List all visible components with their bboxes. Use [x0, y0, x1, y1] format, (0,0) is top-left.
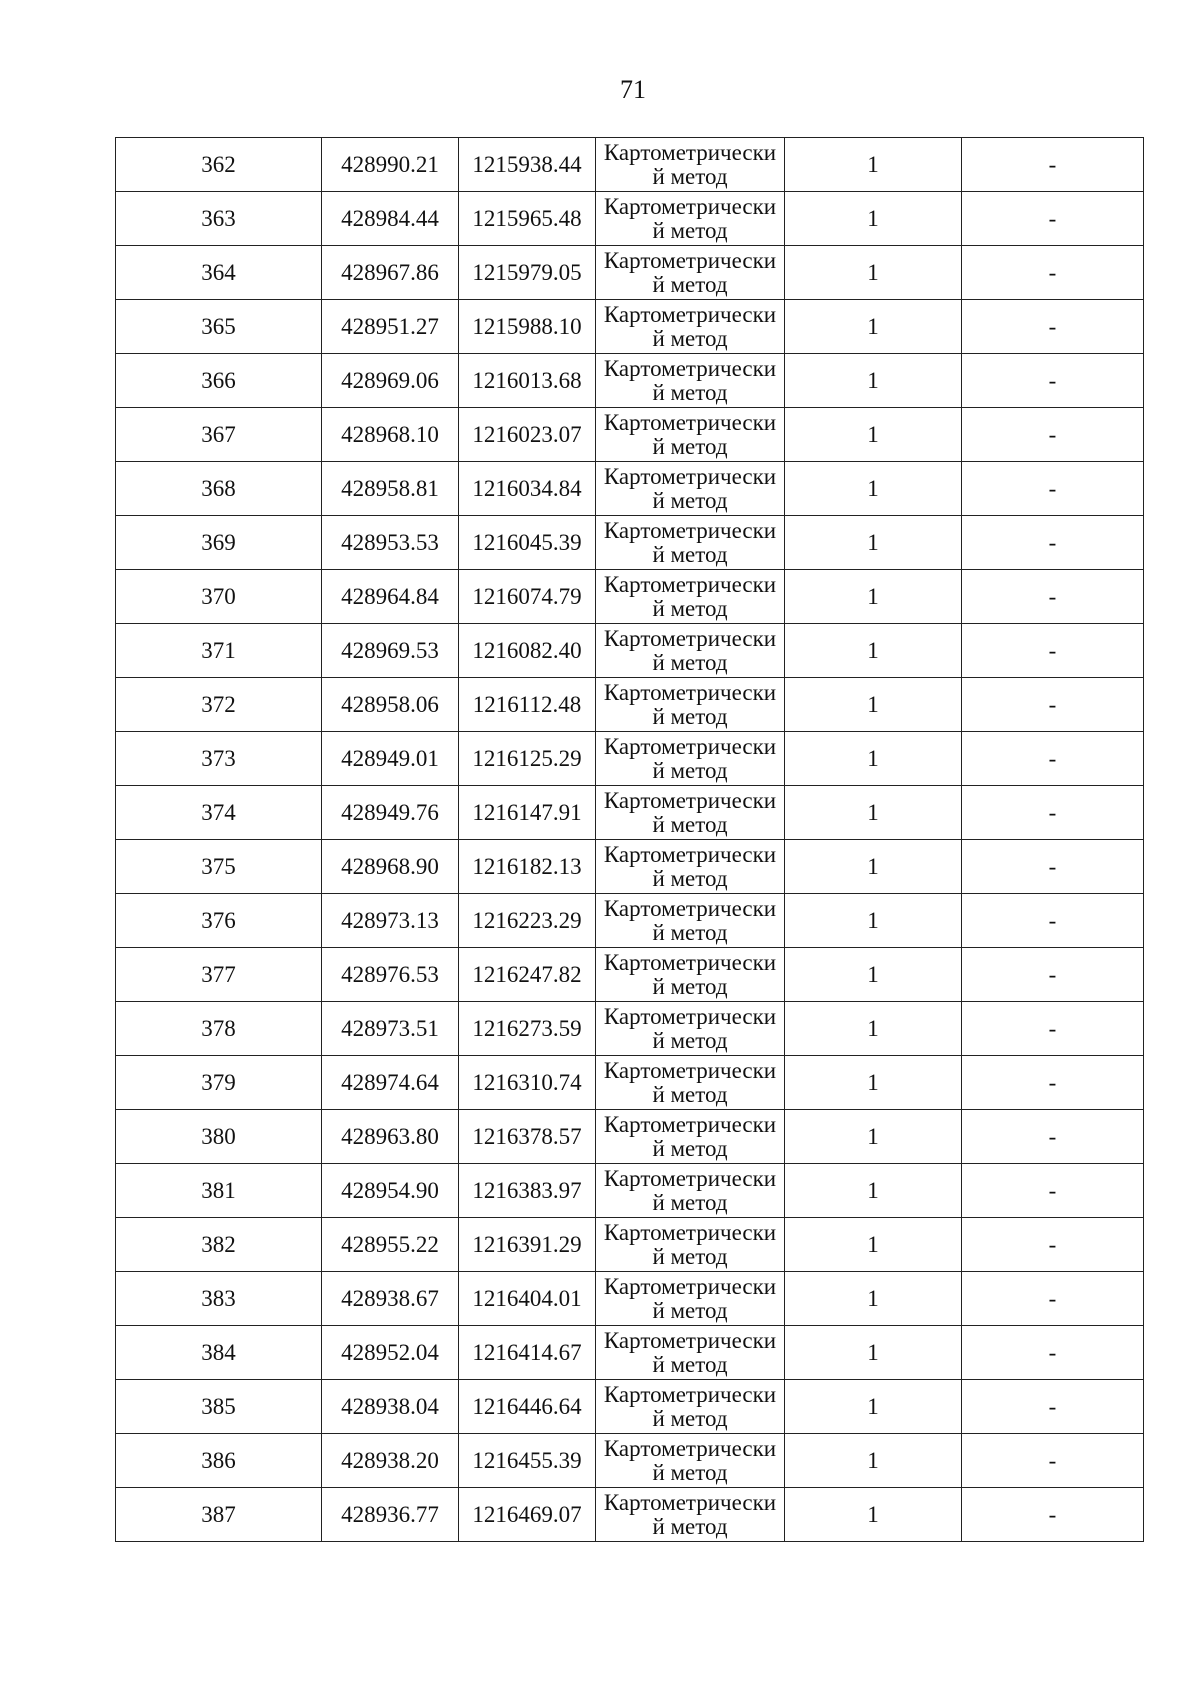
- method-label-line1: Картометрически: [603, 1435, 777, 1461]
- x-coordinate-cell: 428938.04: [322, 1380, 459, 1434]
- method-label-line2: й метод: [652, 1027, 728, 1053]
- accuracy-cell: 1: [785, 1164, 962, 1218]
- method-cell: [596, 462, 785, 516]
- method-label-line1: Картометрически: [603, 1273, 777, 1299]
- accuracy-cell: 1: [785, 948, 962, 1002]
- method-label-line2: й метод: [652, 1351, 728, 1377]
- table-row: [116, 678, 1144, 732]
- table-row: [116, 624, 1144, 678]
- note-cell: -: [962, 570, 1144, 624]
- note-cell: -: [962, 840, 1144, 894]
- method-cell: [596, 840, 785, 894]
- note-cell: -: [962, 246, 1144, 300]
- point-number-cell: 375: [116, 840, 322, 894]
- point-number-cell: 370: [116, 570, 322, 624]
- point-number-cell: 372: [116, 678, 322, 732]
- accuracy-cell: 1: [785, 1218, 962, 1272]
- table-row: [116, 948, 1144, 1002]
- table-row: [116, 786, 1144, 840]
- method-label-line2: й метод: [652, 811, 728, 837]
- point-number-cell: 377: [116, 948, 322, 1002]
- page-number: 71: [620, 75, 646, 104]
- method-cell: [596, 1002, 785, 1056]
- note-cell: -: [962, 1380, 1144, 1434]
- y-coordinate-cell: 1216112.48: [459, 678, 596, 732]
- x-coordinate-cell: 428968.90: [322, 840, 459, 894]
- method-label-line2: й метод: [652, 271, 728, 297]
- method-label-line1: Картометрически: [603, 355, 777, 381]
- note-cell: -: [962, 1272, 1144, 1326]
- table-row: [116, 354, 1144, 408]
- method-cell: [596, 1056, 785, 1110]
- method-cell: [596, 948, 785, 1002]
- accuracy-cell: 1: [785, 138, 962, 192]
- table-row: [116, 1272, 1144, 1326]
- table-row: [116, 408, 1144, 462]
- x-coordinate-cell: 428949.76: [322, 786, 459, 840]
- method-cell: [596, 1380, 785, 1434]
- table-row: [116, 1434, 1144, 1488]
- point-number-cell: 384: [116, 1326, 322, 1380]
- accuracy-cell: 1: [785, 1272, 962, 1326]
- table-row: [116, 1110, 1144, 1164]
- point-number-cell: 382: [116, 1218, 322, 1272]
- y-coordinate-cell: 1216455.39: [459, 1434, 596, 1488]
- note-cell: -: [962, 1218, 1144, 1272]
- point-number-cell: 387: [116, 1488, 322, 1542]
- method-label-line1: Картометрически: [603, 463, 777, 489]
- table-row: [116, 1218, 1144, 1272]
- table-row: [116, 1326, 1144, 1380]
- method-label-line1: Картометрически: [603, 787, 777, 813]
- method-label-line1: Картометрически: [603, 247, 777, 273]
- method-cell: [596, 408, 785, 462]
- method-cell: [596, 1164, 785, 1218]
- method-cell: [596, 624, 785, 678]
- table-row: [116, 894, 1144, 948]
- accuracy-cell: 1: [785, 678, 962, 732]
- y-coordinate-cell: 1216034.84: [459, 462, 596, 516]
- method-label-line1: Картометрически: [603, 949, 777, 975]
- method-label-line1: Картометрически: [603, 409, 777, 435]
- y-coordinate-cell: 1216223.29: [459, 894, 596, 948]
- x-coordinate-cell: 428967.86: [322, 246, 459, 300]
- y-coordinate-cell: 1216147.91: [459, 786, 596, 840]
- accuracy-cell: 1: [785, 1002, 962, 1056]
- method-label-line2: й метод: [652, 1189, 728, 1215]
- method-label-line2: й метод: [652, 1405, 728, 1431]
- y-coordinate-cell: 1216273.59: [459, 1002, 596, 1056]
- point-number-cell: 366: [116, 354, 322, 408]
- method-label-line1: Картометрически: [603, 193, 777, 219]
- y-coordinate-cell: 1216125.29: [459, 732, 596, 786]
- method-label-line1: Картометрически: [603, 625, 777, 651]
- method-label-line2: й метод: [652, 1513, 728, 1539]
- table-row: [116, 138, 1144, 192]
- note-cell: -: [962, 1434, 1144, 1488]
- note-cell: -: [962, 300, 1144, 354]
- table-row: [116, 300, 1144, 354]
- method-label-line1: Картометрически: [603, 1165, 777, 1191]
- method-cell: [596, 732, 785, 786]
- y-coordinate-cell: 1216378.57: [459, 1110, 596, 1164]
- method-cell: [596, 138, 785, 192]
- method-label-line2: й метод: [652, 487, 728, 513]
- table-row: [116, 462, 1144, 516]
- note-cell: -: [962, 462, 1144, 516]
- y-coordinate-cell: 1216074.79: [459, 570, 596, 624]
- accuracy-cell: 1: [785, 570, 962, 624]
- table-row: [116, 246, 1144, 300]
- x-coordinate-cell: 428974.64: [322, 1056, 459, 1110]
- accuracy-cell: 1: [785, 1488, 962, 1542]
- y-coordinate-cell: 1216045.39: [459, 516, 596, 570]
- x-coordinate-cell: 428969.06: [322, 354, 459, 408]
- note-cell: -: [962, 192, 1144, 246]
- table-row: [116, 1164, 1144, 1218]
- method-label-line1: Картометрически: [603, 1057, 777, 1083]
- method-label-line2: й метод: [652, 541, 728, 567]
- note-cell: -: [962, 408, 1144, 462]
- table-row: [116, 1380, 1144, 1434]
- method-cell: [596, 1434, 785, 1488]
- table-row: [116, 1488, 1144, 1542]
- accuracy-cell: 1: [785, 516, 962, 570]
- y-coordinate-cell: 1215965.48: [459, 192, 596, 246]
- method-cell: [596, 1326, 785, 1380]
- x-coordinate-cell: 428951.27: [322, 300, 459, 354]
- point-number-cell: 381: [116, 1164, 322, 1218]
- y-coordinate-cell: 1216391.29: [459, 1218, 596, 1272]
- accuracy-cell: 1: [785, 300, 962, 354]
- method-cell: [596, 786, 785, 840]
- note-cell: -: [962, 354, 1144, 408]
- table-row: [116, 1056, 1144, 1110]
- x-coordinate-cell: 428984.44: [322, 192, 459, 246]
- method-label-line2: й метод: [652, 379, 728, 405]
- note-cell: -: [962, 786, 1144, 840]
- method-label-line1: Картометрически: [603, 1111, 777, 1137]
- y-coordinate-cell: 1216023.07: [459, 408, 596, 462]
- method-label-line2: й метод: [652, 163, 728, 189]
- accuracy-cell: 1: [785, 1380, 962, 1434]
- method-cell: [596, 894, 785, 948]
- accuracy-cell: 1: [785, 192, 962, 246]
- method-cell: [596, 354, 785, 408]
- point-number-cell: 385: [116, 1380, 322, 1434]
- note-cell: -: [962, 138, 1144, 192]
- point-number-cell: 371: [116, 624, 322, 678]
- x-coordinate-cell: 428976.53: [322, 948, 459, 1002]
- x-coordinate-cell: 428955.22: [322, 1218, 459, 1272]
- method-label-line1: Картометрически: [603, 679, 777, 705]
- x-coordinate-cell: 428938.67: [322, 1272, 459, 1326]
- method-label-line2: й метод: [652, 649, 728, 675]
- accuracy-cell: 1: [785, 354, 962, 408]
- point-number-cell: 365: [116, 300, 322, 354]
- method-label-line1: Картометрически: [603, 301, 777, 327]
- note-cell: -: [962, 516, 1144, 570]
- method-label-line1: Картометрически: [603, 895, 777, 921]
- accuracy-cell: 1: [785, 894, 962, 948]
- method-label-line2: й метод: [652, 595, 728, 621]
- accuracy-cell: 1: [785, 840, 962, 894]
- x-coordinate-cell: 428958.81: [322, 462, 459, 516]
- method-label-line2: й метод: [652, 919, 728, 945]
- method-cell: [596, 246, 785, 300]
- point-number-cell: 364: [116, 246, 322, 300]
- y-coordinate-cell: 1216247.82: [459, 948, 596, 1002]
- x-coordinate-cell: 428954.90: [322, 1164, 459, 1218]
- accuracy-cell: 1: [785, 732, 962, 786]
- note-cell: -: [962, 1056, 1144, 1110]
- method-label-line2: й метод: [652, 1081, 728, 1107]
- table-row: [116, 192, 1144, 246]
- point-number-cell: 378: [116, 1002, 322, 1056]
- accuracy-cell: 1: [785, 462, 962, 516]
- note-cell: -: [962, 1110, 1144, 1164]
- method-label-line2: й метод: [652, 757, 728, 783]
- method-label-line2: й метод: [652, 1459, 728, 1485]
- accuracy-cell: 1: [785, 786, 962, 840]
- x-coordinate-cell: 428958.06: [322, 678, 459, 732]
- y-coordinate-cell: 1216310.74: [459, 1056, 596, 1110]
- point-number-cell: 386: [116, 1434, 322, 1488]
- y-coordinate-cell: 1216404.01: [459, 1272, 596, 1326]
- note-cell: -: [962, 1488, 1144, 1542]
- note-cell: -: [962, 894, 1144, 948]
- method-cell: [596, 192, 785, 246]
- y-coordinate-cell: 1216082.40: [459, 624, 596, 678]
- method-label-line1: Картометрически: [603, 1219, 777, 1245]
- method-label-line2: й метод: [652, 1135, 728, 1161]
- x-coordinate-cell: 428938.20: [322, 1434, 459, 1488]
- point-number-cell: 383: [116, 1272, 322, 1326]
- table-row: [116, 840, 1144, 894]
- y-coordinate-cell: 1216414.67: [459, 1326, 596, 1380]
- x-coordinate-cell: 428936.77: [322, 1488, 459, 1542]
- note-cell: -: [962, 732, 1144, 786]
- note-cell: -: [962, 948, 1144, 1002]
- x-coordinate-cell: 428990.21: [322, 138, 459, 192]
- method-label-line1: Картометрически: [603, 1327, 777, 1353]
- method-label-line2: й метод: [652, 865, 728, 891]
- accuracy-cell: 1: [785, 1434, 962, 1488]
- x-coordinate-cell: 428964.84: [322, 570, 459, 624]
- table-row: [116, 732, 1144, 786]
- method-cell: [596, 1218, 785, 1272]
- method-cell: [596, 678, 785, 732]
- method-cell: [596, 1110, 785, 1164]
- method-cell: [596, 300, 785, 354]
- method-label-line2: й метод: [652, 703, 728, 729]
- point-number-cell: 376: [116, 894, 322, 948]
- note-cell: -: [962, 1326, 1144, 1380]
- x-coordinate-cell: 428969.53: [322, 624, 459, 678]
- method-label-line2: й метод: [652, 1297, 728, 1323]
- y-coordinate-cell: 1216013.68: [459, 354, 596, 408]
- point-number-cell: 374: [116, 786, 322, 840]
- note-cell: -: [962, 1164, 1144, 1218]
- method-label-line2: й метод: [652, 325, 728, 351]
- point-number-cell: 362: [116, 138, 322, 192]
- y-coordinate-cell: 1216469.07: [459, 1488, 596, 1542]
- x-coordinate-cell: 428973.51: [322, 1002, 459, 1056]
- x-coordinate-cell: 428973.13: [322, 894, 459, 948]
- method-label-line2: й метод: [652, 973, 728, 999]
- point-number-cell: 379: [116, 1056, 322, 1110]
- note-cell: -: [962, 1002, 1144, 1056]
- accuracy-cell: 1: [785, 624, 962, 678]
- method-label-line1: Картометрически: [603, 1003, 777, 1029]
- y-coordinate-cell: 1215988.10: [459, 300, 596, 354]
- x-coordinate-cell: 428952.04: [322, 1326, 459, 1380]
- table-row: [116, 570, 1144, 624]
- table-row: [116, 516, 1144, 570]
- x-coordinate-cell: 428968.10: [322, 408, 459, 462]
- method-cell: [596, 570, 785, 624]
- method-cell: [596, 1488, 785, 1542]
- point-number-cell: 373: [116, 732, 322, 786]
- method-label-line2: й метод: [652, 433, 728, 459]
- accuracy-cell: 1: [785, 246, 962, 300]
- table-row: [116, 1002, 1144, 1056]
- x-coordinate-cell: 428963.80: [322, 1110, 459, 1164]
- accuracy-cell: 1: [785, 1110, 962, 1164]
- y-coordinate-cell: 1216446.64: [459, 1380, 596, 1434]
- method-label-line1: Картометрически: [603, 841, 777, 867]
- y-coordinate-cell: 1216383.97: [459, 1164, 596, 1218]
- method-label-line1: Картометрически: [603, 733, 777, 759]
- accuracy-cell: 1: [785, 1326, 962, 1380]
- method-label-line2: й метод: [652, 217, 728, 243]
- method-label-line1: Картометрически: [603, 139, 777, 165]
- coordinates-table: [115, 137, 1144, 1542]
- y-coordinate-cell: 1216182.13: [459, 840, 596, 894]
- method-cell: [596, 1272, 785, 1326]
- note-cell: -: [962, 624, 1144, 678]
- method-label-line1: Картометрически: [603, 571, 777, 597]
- note-cell: -: [962, 678, 1144, 732]
- method-label-line1: Картометрически: [603, 1489, 777, 1515]
- point-number-cell: 367: [116, 408, 322, 462]
- point-number-cell: 363: [116, 192, 322, 246]
- method-label-line1: Картометрически: [603, 517, 777, 543]
- y-coordinate-cell: 1215938.44: [459, 138, 596, 192]
- method-label-line2: й метод: [652, 1243, 728, 1269]
- x-coordinate-cell: 428953.53: [322, 516, 459, 570]
- method-cell: [596, 516, 785, 570]
- point-number-cell: 369: [116, 516, 322, 570]
- method-label-line1: Картометрически: [603, 1381, 777, 1407]
- accuracy-cell: 1: [785, 1056, 962, 1110]
- point-number-cell: 380: [116, 1110, 322, 1164]
- point-number-cell: 368: [116, 462, 322, 516]
- x-coordinate-cell: 428949.01: [322, 732, 459, 786]
- y-coordinate-cell: 1215979.05: [459, 246, 596, 300]
- accuracy-cell: 1: [785, 408, 962, 462]
